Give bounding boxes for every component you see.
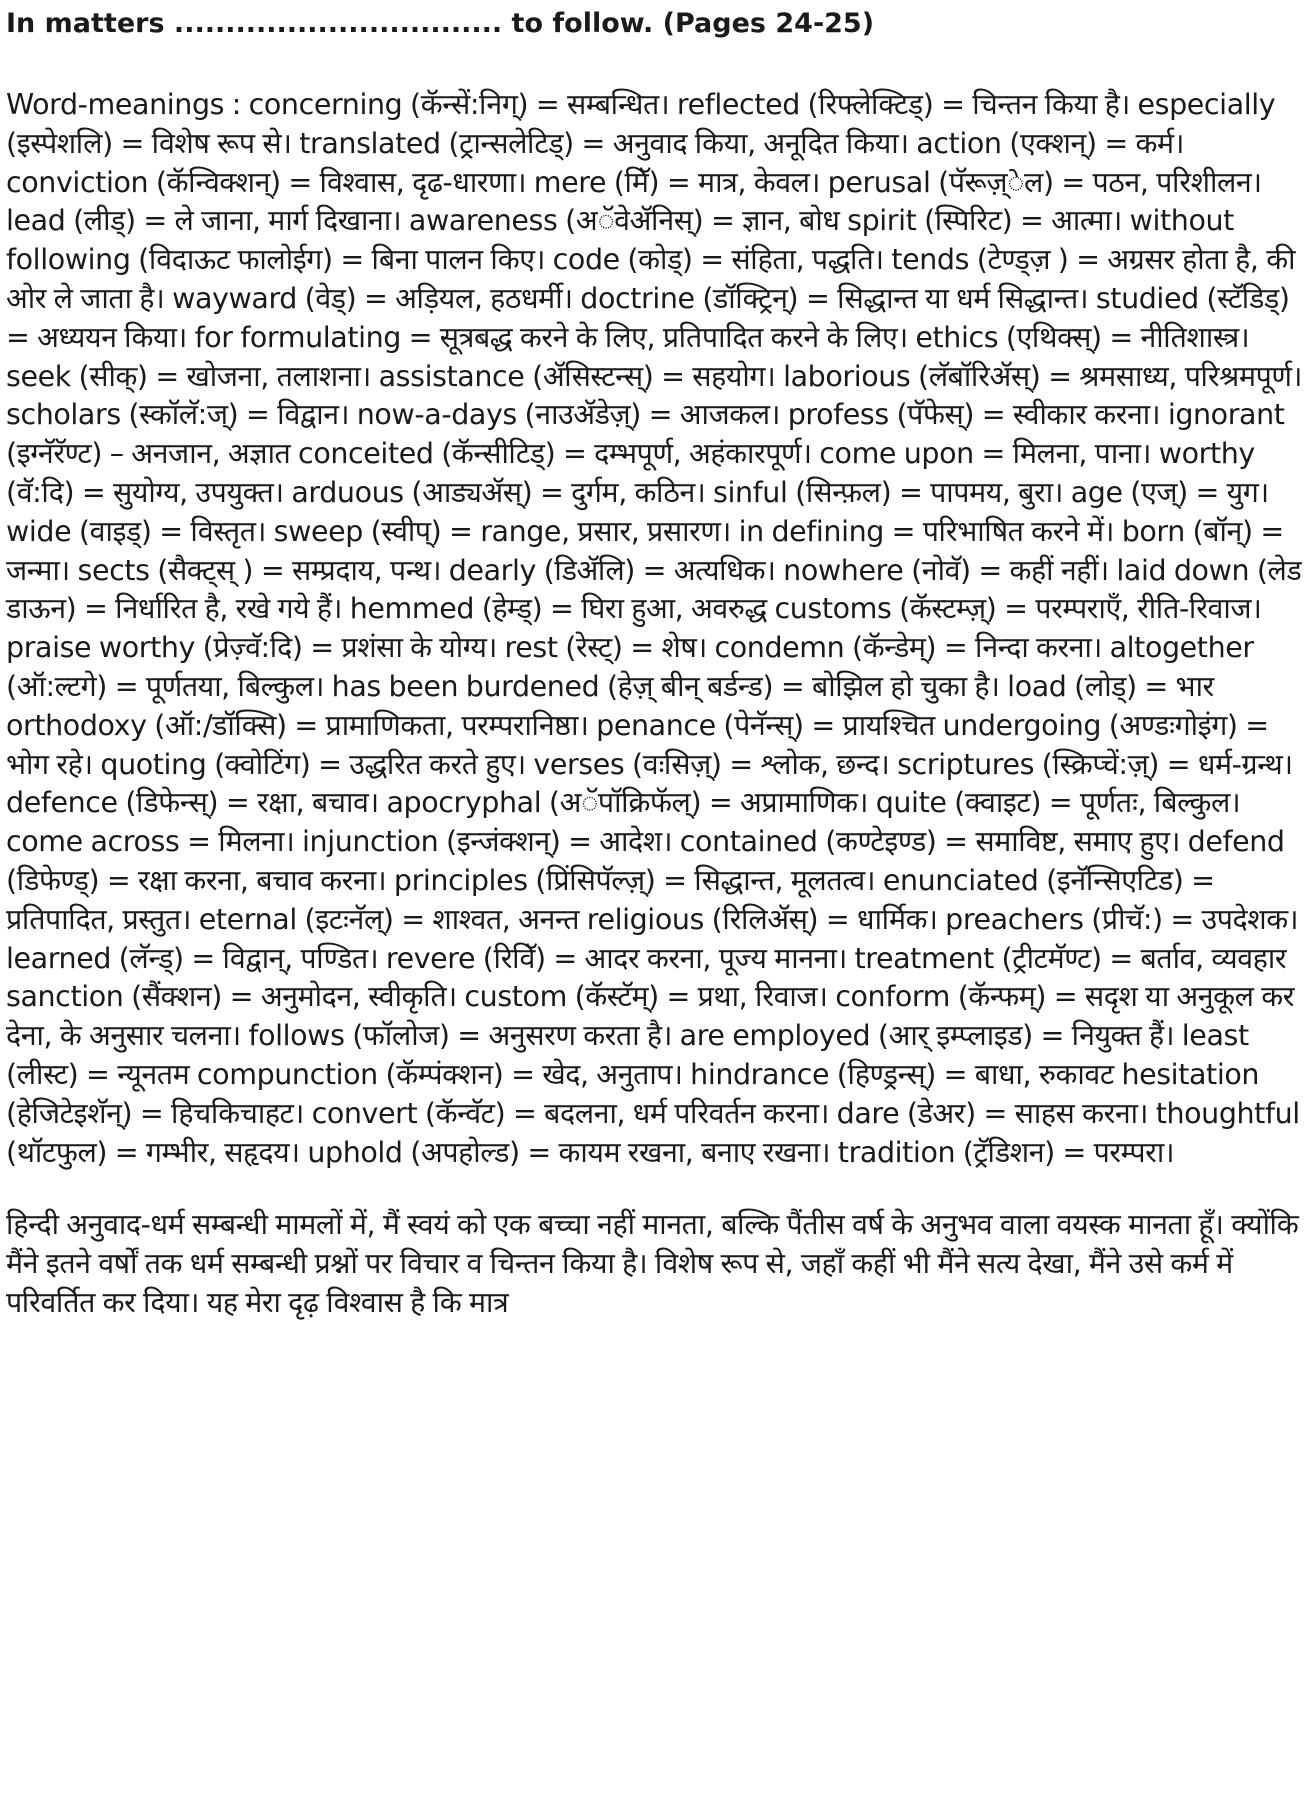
word-meanings-paragraph: Word-meanings : concerning (कॅन्सें:निग्) = सम्बन्धित। reflected (रिफ्लेक्टिड्) = चिन्तन किया है। especially (इस्पेशलि) = विशेष रूप से। translated (ट्रान्सलेटिड्) = अनुवाद किया, अनूदित किया। action (एक्शन्) = कर्म। conviction (कॅन्विक्शन्) = विश्वास, दृढ-धारणा। mere (मिॅ) = मात्र, केवल। perusal (पॅरूज़्ेल) = पठन, परिशीलन। lead (लीड्) = ले जाना, मार्ग दिखाना। awareness (अॅवेॲनिस्) = ज्ञान, बोध spirit (स्पिरिट) = आत्मा। without following (विदाऊट फालोईग) = बिना पालन किए। code (कोड्) = संहिता, पद्धति। tends (टेण्ड्ज़ ) = अग्रसर होता है, की ओर ले जाता है। wayward (वेड्) = अड़ियल, हठधर्मी। doctrine (डॉक्ट्रिन्) = सिद्धान्त या धर्म सिद्धान्त। studied (स्टॅडिड्) = अध्ययन किया। for formulating = सूत्रबद्ध करने के लिए, प्रतिपादित करने के लिए। ethics (एथिक्स्) = नीतिशास्त्र। seek (सीक्) = खोजना, तलाशना। assistance (ॲसिस्टन्स्) = सहयोग। laborious (लॅबॉरिॲस्) = श्रमसाध्य, परिश्रमपूर्ण। scholars (स्कॉलॅ:ज्) = विद्वान। now-a-days (नाउॲडेज़्) = आजकल। profess (पॅफेस्) = स्वीकार करना। ignorant (इग्नॅरॅण्ट) – अनजान, अज्ञात conceited (कॅन्सीटिड्) = दम्भपूर्ण, अहंकारपूर्ण। come upon = मिलना, पाना। worthy (वॅ:दि) = सुयोग्य, उपयुक्त। arduous (आड्यॲस्) = दुर्गम, कठिन। sinful (सिन्फ़ल) = पापमय, बुरा। age (एज्) = युग। wide (वाइड्) = विस्तृत। sweep (स्वीप्) = range, प्रसार, प्रसारण। in defining = परिभाषित करने में। born (बॉन्) = जन्मा। sects (सैक्ट्स् ) = सम्प्रदाय, पन्थ। dearly (डिॲलि) = अत्यधिक। nowhere (नोवॅ) = कहीं नहीं। laid down (लेड डाऊन) = निर्धारित है, रखे गये हैं। hemmed (हेम्ड्) = घिरा हुआ, अवरुद्ध customs (कॅस्टम्ज़्) = परम्पराएँ, रीति-रिवाज। praise worthy (प्रेज़्वॅ:दि) = प्रशंसा के योग्य। rest (रेस्ट्) = शेष। condemn (कॅन्डेम्) = निन्दा करना। altogether (ऑ:ल्टगे) = पूर्णतया, बिल्कुल। has been burdened (हेज़् बीन् बर्डन्ड) = बोझिल हो चुका है। load (लोड्) = भार orthodoxy (ऑ:/डॉक्सि) = प्रामाणिकता, परम्परानिष्ठा। penance (पेनॅन्स्) = प्रायश्चित undergoing (अण्डःगोइंग) = भोग रहे। quoting (क्वोटिंग) = उद्धरित करते हुए। verses (वःसिज़्) = श्लोक, छन्द। scriptures (स्क्रिप्चें:ज़्) = धर्म-ग्रन्थ। defence (डिफेन्स्) = रक्षा, बचाव। apocryphal (अॅपॉक्रिफॅल्) = अप्रामाणिक। quite (क्वाइट) = पूर्णतः, बिल्कुल। come across = मिलना। injunction (इन्जंक्शन्) = आदेश। contained (कण्टेइण्ड) = समाविष्ट, समाए हुए। defend (डिफेण्ड्) = रक्षा करना, बचाव करना। principles (प्रिंसिपॅल्ज़्) = सिद्धान्त, मूलतत्व। enunciated (इनॅन्सिएटिड) = प्रतिपादित, प्रस्तुत। eternal (इटःनॅल्) = शाश्वत, अनन्त religious (रिलिॲस्) = धार्मिक। preachers (प्रीचॅ:) = उपदेशक। learned (लॅन्ड्) = विद्वान्, पण्डित। revere (रिविॅ) = आदर करना, पूज्य मानना। treatment (ट्रीटमॅण्ट) = बर्ताव, व्यवहार sanction (सैंक्शन) = अनुमोदन, स्वीकृति। custom (कॅस्टॅम्) = प्रथा, रिवाज। conform (कॅन्फम्) = सदृश या अनुकूल कर देना, के अनुसार चलना। follows (फॉलोज) = अनुसरण करता है। are employed (आर् इम्प्लाइड) = नियुक्त हैं। least (लीस्ट) = न्यूनतम compunction (कॅम्पंक्शन) = खेद, अनुताप। hindrance (हिण्ड्रन्स्) = बाधा, रुकावट hesitation (हेजिटेइशॅन्) = हिचकिचाहट। convert (कॅन्वॅट) = बदलना, धर्म परिवर्तन करना। dare (डेअर) = साहस करना। thoughtful (थॉटफुल) = गम्भीर, सहृदय। uphold (अपहोल्ड) = कायम रखना, बनाए रखना। tradition (ट्रॅडिशन) = परम्परा। (6, 88, 1302, 1169)
document-page (6, 0, 1303, 1323)
section-heading: In matters ................................ to follow. (Pages 24-25) (6, 8, 875, 39)
hindi-translation-paragraph: हिन्दी अनुवाद-धर्म सम्बन्धी मामलों में, मैं स्वयं को एक बच्चा नहीं मानता, बल्कि पैंतीस वर्ष के अनुभव वाला वयस्क मानता हूँ। क्योंकि मैंने इतने वर्षों तक धर्म सम्बन्धी प्रश्नों पर विचार व चिन्तन किया है। विशेष रूप से, जहाँ कहीं भी मैंने सत्य देखा, मैंने उसे कर्म में परिवर्तित कर दिया। यह मेरा दृढ़ विश्वास है कि मात्र (6, 1208, 1299, 1319)
